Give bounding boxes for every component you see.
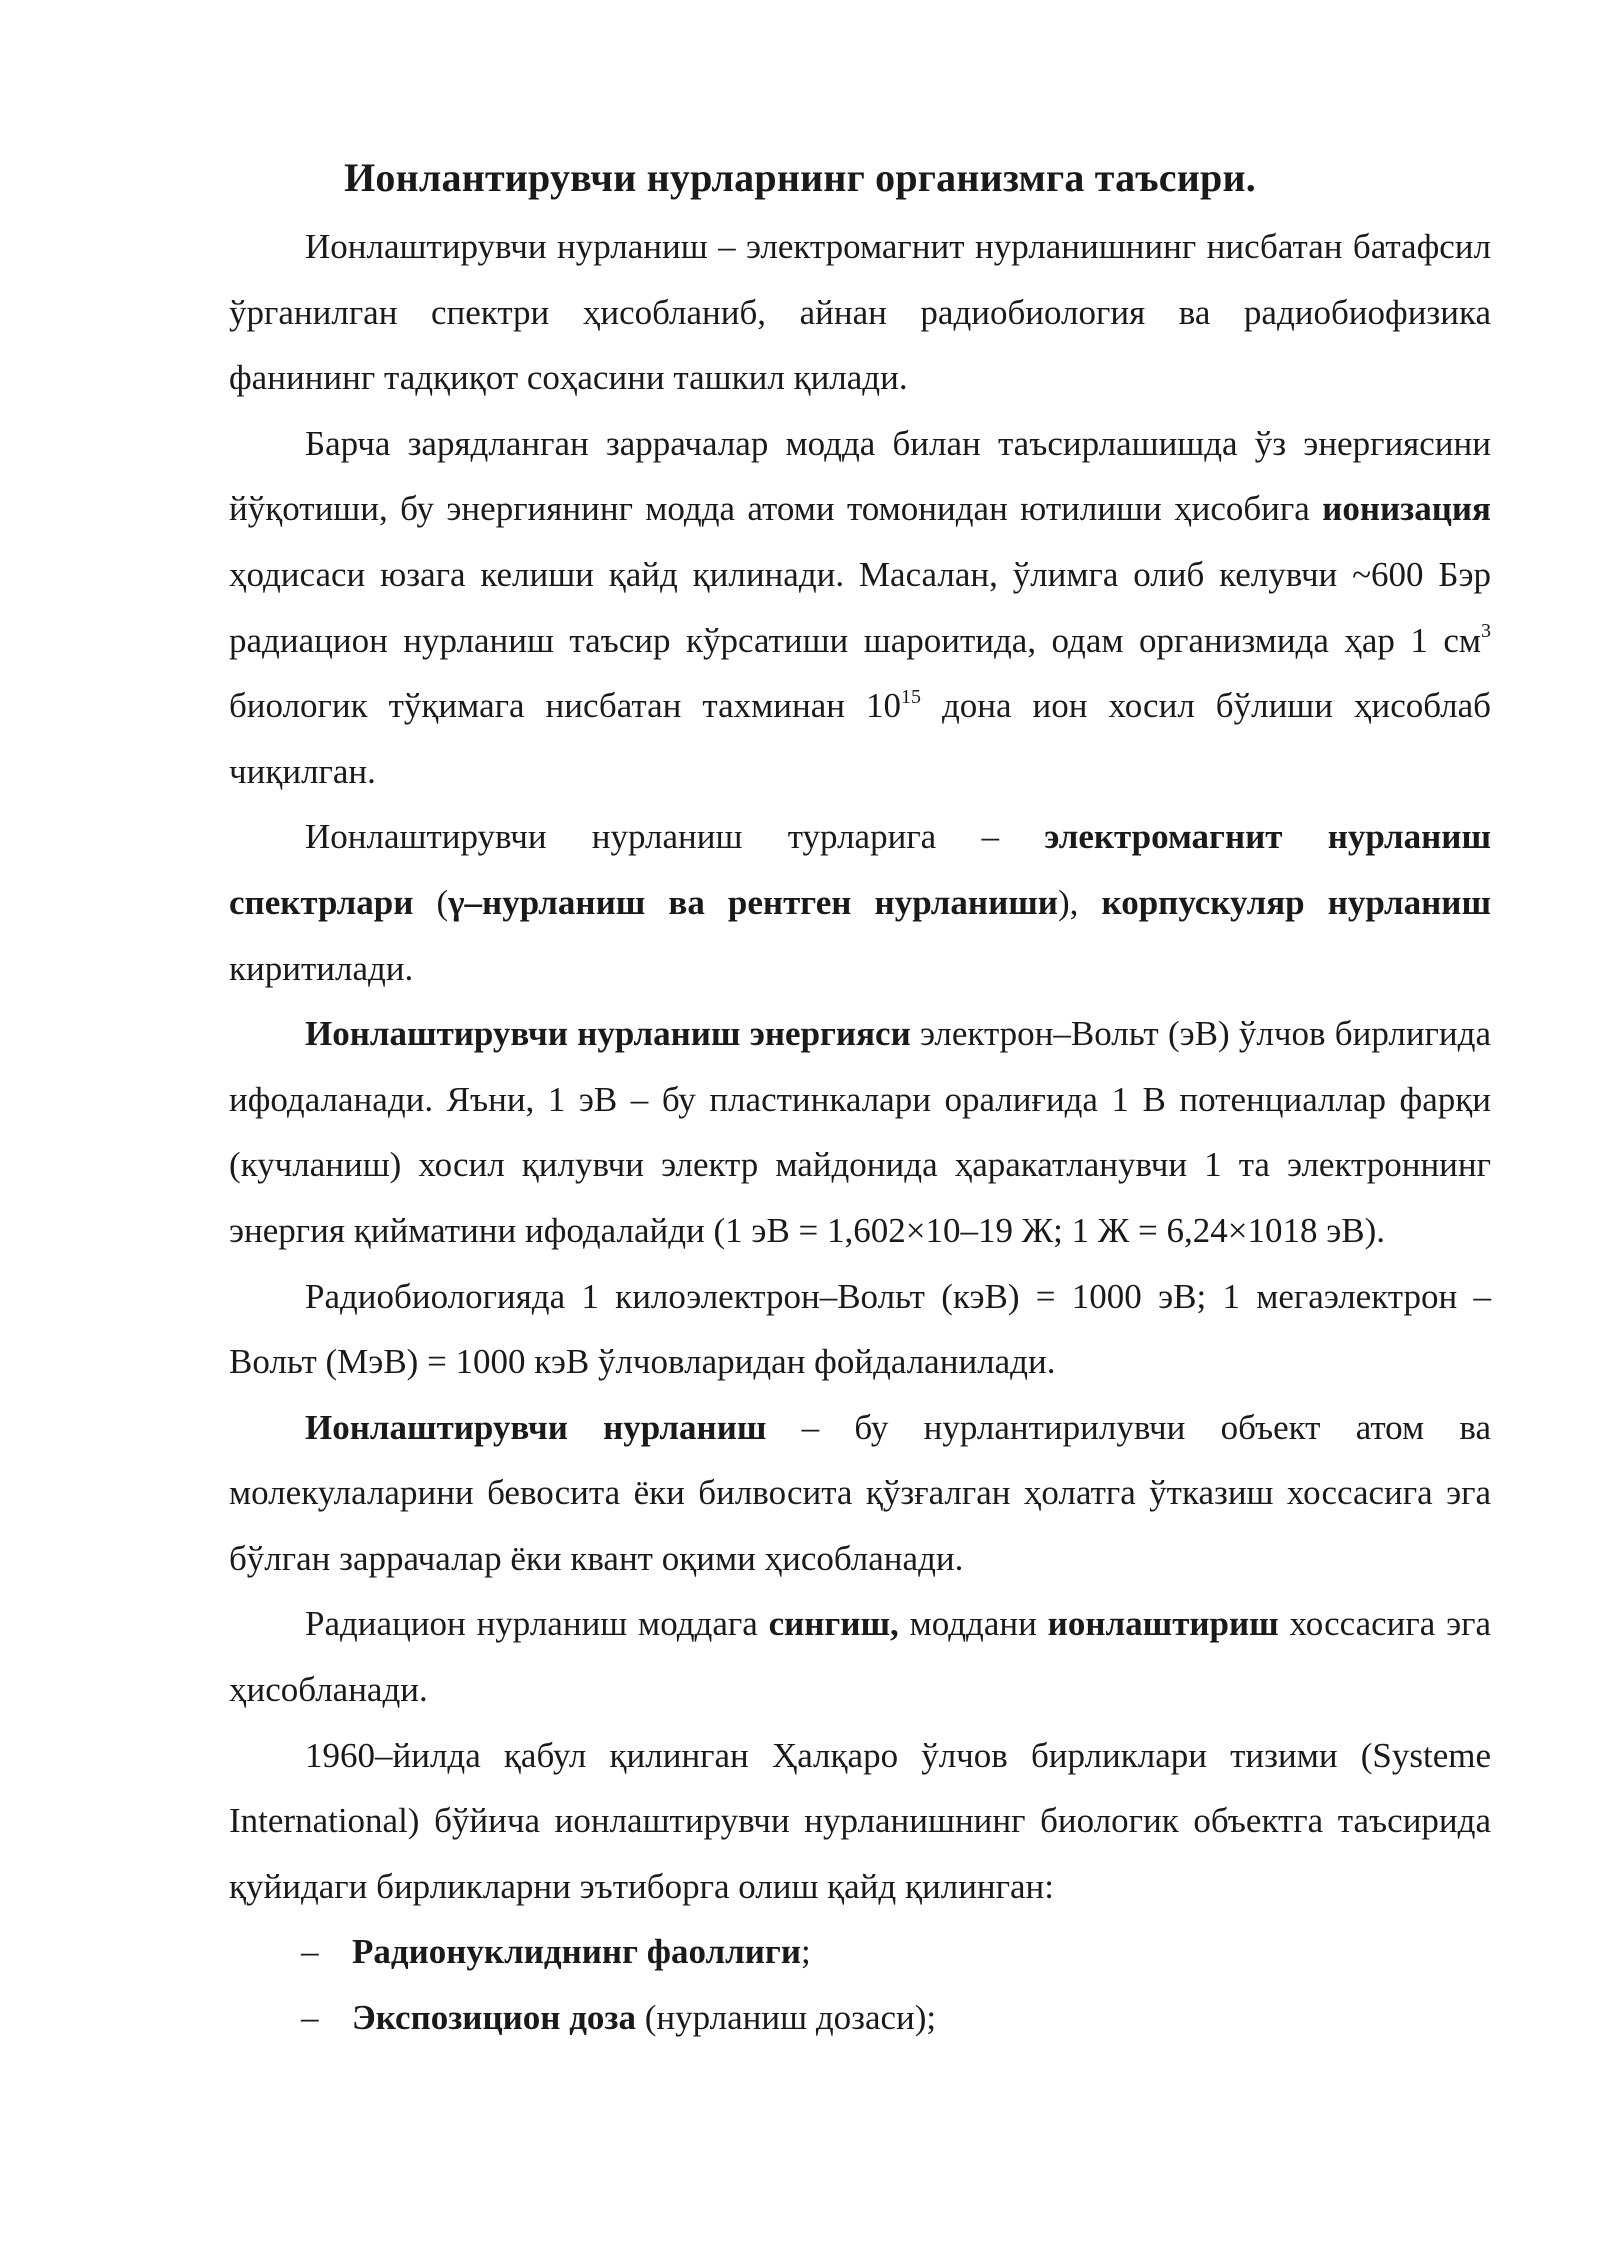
text-run: Барча зарядланган заррачалар модда билан таъсирлашишда ўз энергиясини йўқотиши, бу энергиянинг модда атоми томонидан ютилиши ҳисобига: [229, 423, 1491, 529]
text-run: киритилади.: [229, 948, 414, 988]
superscript: 15: [900, 685, 921, 708]
paragraph-8: 1960–йилда қабул қилинган Ҳалқаро ўлчов бирликлари тизими (Systeme International) бўйича ионлаштирувчи нурланишнинг биологик объектга таъсирида қуйидаги бирликларни эътиборга олиш қайд қилинган:: [229, 1735, 1491, 1906]
paragraph-6: [229, 1395, 1491, 1592]
dash-bullet: –: [301, 1998, 319, 2038]
text-run: ),: [1057, 882, 1102, 922]
text-run: Радиацион нурланиш моддага: [305, 1604, 769, 1644]
text-run: хоссасига эга ҳисобланади.: [229, 1604, 1491, 1710]
bold-term: Ионлаштирувчи нурланиш: [305, 1407, 767, 1447]
document-body: [229, 214, 1491, 2051]
bold-term-ionization: ионизация: [1322, 489, 1491, 529]
text-run: ҳодисаси юзага келиши қайд қилинади. Масалан, ўлимга олиб келувчи ~600 Бэр радиацион нурланиш таъсир кўрсатиши шароитида, одам организмида ҳар 1 см: [229, 554, 1491, 660]
text-run: (нурланиш дозаси);: [635, 1998, 937, 2038]
text-run: биологик тўқимага нисбатан тахминан 10: [229, 686, 901, 726]
units-list: [229, 1919, 1491, 2050]
bold-term: сингиш,: [768, 1604, 899, 1644]
list-item: [229, 1985, 1491, 2051]
text-run: – бу нурлантирилувчи объект атом ва молекулаларини бевосита ёки билвосита қўзғалган ҳолатга ўтказиш хоссасига эга бўлган заррачалар ёки квант оқими ҳисобланади.: [229, 1407, 1491, 1578]
bold-term: электромагнит нурланиш спектрлари: [229, 817, 1491, 922]
text-run: Ионлаштирувчи нурланиш турларига –: [305, 817, 1045, 857]
paragraph-1: Ионлаштирувчи нурланиш – электромагнит нурланишнинг нисбатан батафсил ўрганилган спектри ҳисобланиб, айнан радиобиология ва радиобиофизика фанининг тадқиқот соҳасини ташкил қилади.: [229, 227, 1491, 398]
bold-term: Ионлаштирувчи нурланиш энергияси: [305, 1014, 911, 1054]
text-run: ;: [800, 1932, 811, 1972]
paragraph-5: Радиобиологияда 1 килоэлектрон–Вольт (кэВ) = 1000 эВ; 1 мегаэлектрон –Вольт (МэВ) = 1000 кэВ ўлчовларидан фойдаланилади.: [229, 1276, 1491, 1382]
paragraph-7: [229, 1591, 1491, 1722]
bold-term: Экспозицион доза: [352, 1998, 636, 2038]
text-run: (: [413, 882, 449, 922]
bold-term: Радионуклиднинг фаоллиги: [352, 1932, 801, 1972]
superscript: 3: [1481, 619, 1491, 642]
page-title: Ионлантирувчи нурларнинг организмга таъсири.: [344, 155, 1256, 200]
dash-bullet: –: [301, 1932, 319, 1972]
bold-term: корпускуляр нурланиш: [1101, 882, 1491, 922]
list-item: [229, 1919, 1491, 1985]
bold-term: γ–нурланиш ва рентген нурланиши: [448, 882, 1058, 922]
text-run: электрон–Вольт (эВ) ўлчов бирлигида ифодаланади. Яъни, 1 эВ – бу пластинкалари оралиғида 1 В потенциаллар фарқи (кучланиш) хосил қилувчи электр майдонида ҳаракатланувчи 1 та электроннинг энергия қийматини ифодалайди (1 эВ = 1,602×10–19 Ж; 1 Ж = 6,24×1018 эВ).: [229, 1014, 1491, 1250]
paragraph-2: [229, 411, 1491, 805]
text-run: дона ион хосил бўлиши ҳисоблаб чиқилган.: [229, 686, 1491, 791]
paragraph-4: [229, 1001, 1491, 1263]
bold-term: ионлаштириш: [1047, 1604, 1279, 1644]
text-run: моддани: [898, 1604, 1048, 1644]
paragraph-3: [229, 804, 1491, 1001]
